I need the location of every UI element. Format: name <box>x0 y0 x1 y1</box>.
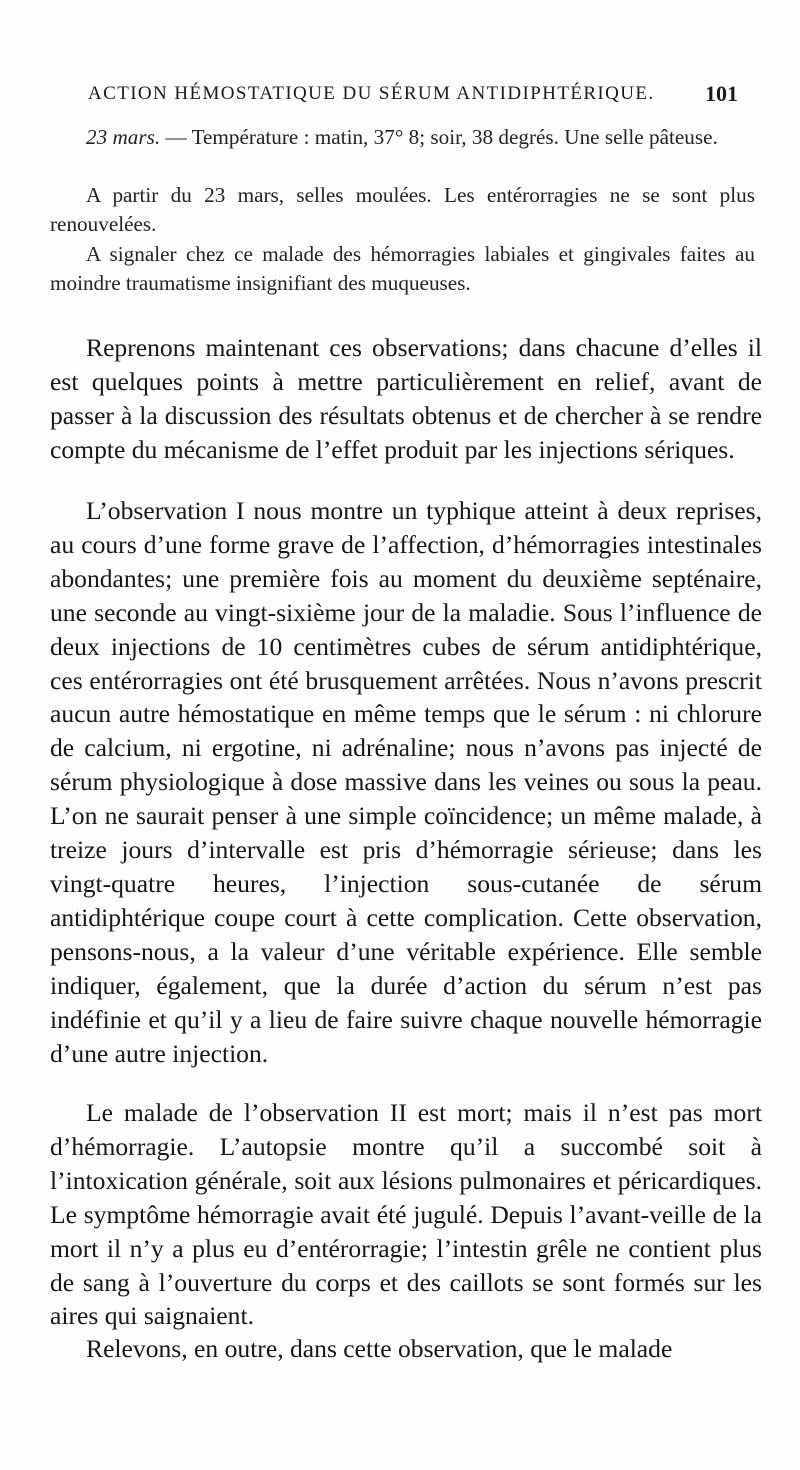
note-hemorragies-labiales: A signaler chez ce malade des hémorragies labiales et gingivales faites au moindre traumatisme insignifiant des muqueuses. <box>50 242 755 295</box>
note-text: — Température : matin, 37° 8; soir, 38 degrés. Une selle pâteuse. <box>160 125 718 149</box>
paragraph-relevons: Relevons, en outre, dans cette observation, que le malade <box>86 1334 673 1363</box>
paragraph-reprenons: Reprenons maintenant ces observations; dans chacune d’elles il est quelques points à mettre particulièrement en relief, avant de passer à la discussion des résultats obtenus et de chercher à se rendre compte du mécanisme de l’effet produit par les injections sériques. <box>50 333 762 464</box>
page-number: 101 <box>705 81 738 106</box>
note-date: 23 mars. <box>86 125 161 149</box>
paragraph-observation-ii: Le malade de l’observation II est mort; mais il n’est pas mort d’hémorragie. L’autopsie montre qu’il a succombé soit à l’intoxication générale, soit aux lésions pulmonaires et péricardiques. Le symptôme hémorragie avait été jugulé. Depuis l’avant-veille de la mort il n’y a plus eu d’entérorragie; l’intestin grêle ne contient plus de sang à l’ouverture du corps et des caillots se sont formés sur les aires qui saignaient. <box>50 1098 762 1331</box>
note-23-mars <box>50 123 755 152</box>
running-title: ACTION HÉMOSTATIQUE DU SÉRUM ANTIDIPHTÉRIQUE. <box>88 83 655 104</box>
note-selles-moulees: A partir du 23 mars, selles moulées. Les entérorragies ne se sont plus renouvelées. <box>50 183 755 236</box>
paragraph-observation-i: L’observation I nous montre un typhique atteint à deux reprises, au cours d’une forme grave de l’affection, d’hémorragies intestinales abondantes; une première fois au moment du deuxième septénaire, une seconde au vingt-sixième jour de la maladie. Sous l’influence de deux injections de 10 centimètres cubes de sérum antidiphtérique, ces entérorragies ont été brusquement arrêtées. Nous n’avons prescrit aucun autre hémostatique en même temps que le sérum : ni chlorure de calcium, ni ergotine, ni adrénaline; nous n’avons pas injecté de sérum physiologique à dose massive dans les veines ou sous la peau. L’on ne saurait penser à une simple coïncidence; un même malade, à treize jours d’intervalle est pris d’hémorragie sérieuse; dans les vingt-quatre heures, l’injection sous-cutanée de sérum antidiphtérique coupe court à cette complication. Cette observation, pensons-nous, a la valeur d’une véritable expérience. Elle semble indiquer, également, que la durée d’action du sérum n’est pas indéfinie et qu’il y a lieu de faire suivre chaque nouvelle hémorragie d’une autre injection. <box>50 496 762 1068</box>
page-header <box>88 83 738 113</box>
